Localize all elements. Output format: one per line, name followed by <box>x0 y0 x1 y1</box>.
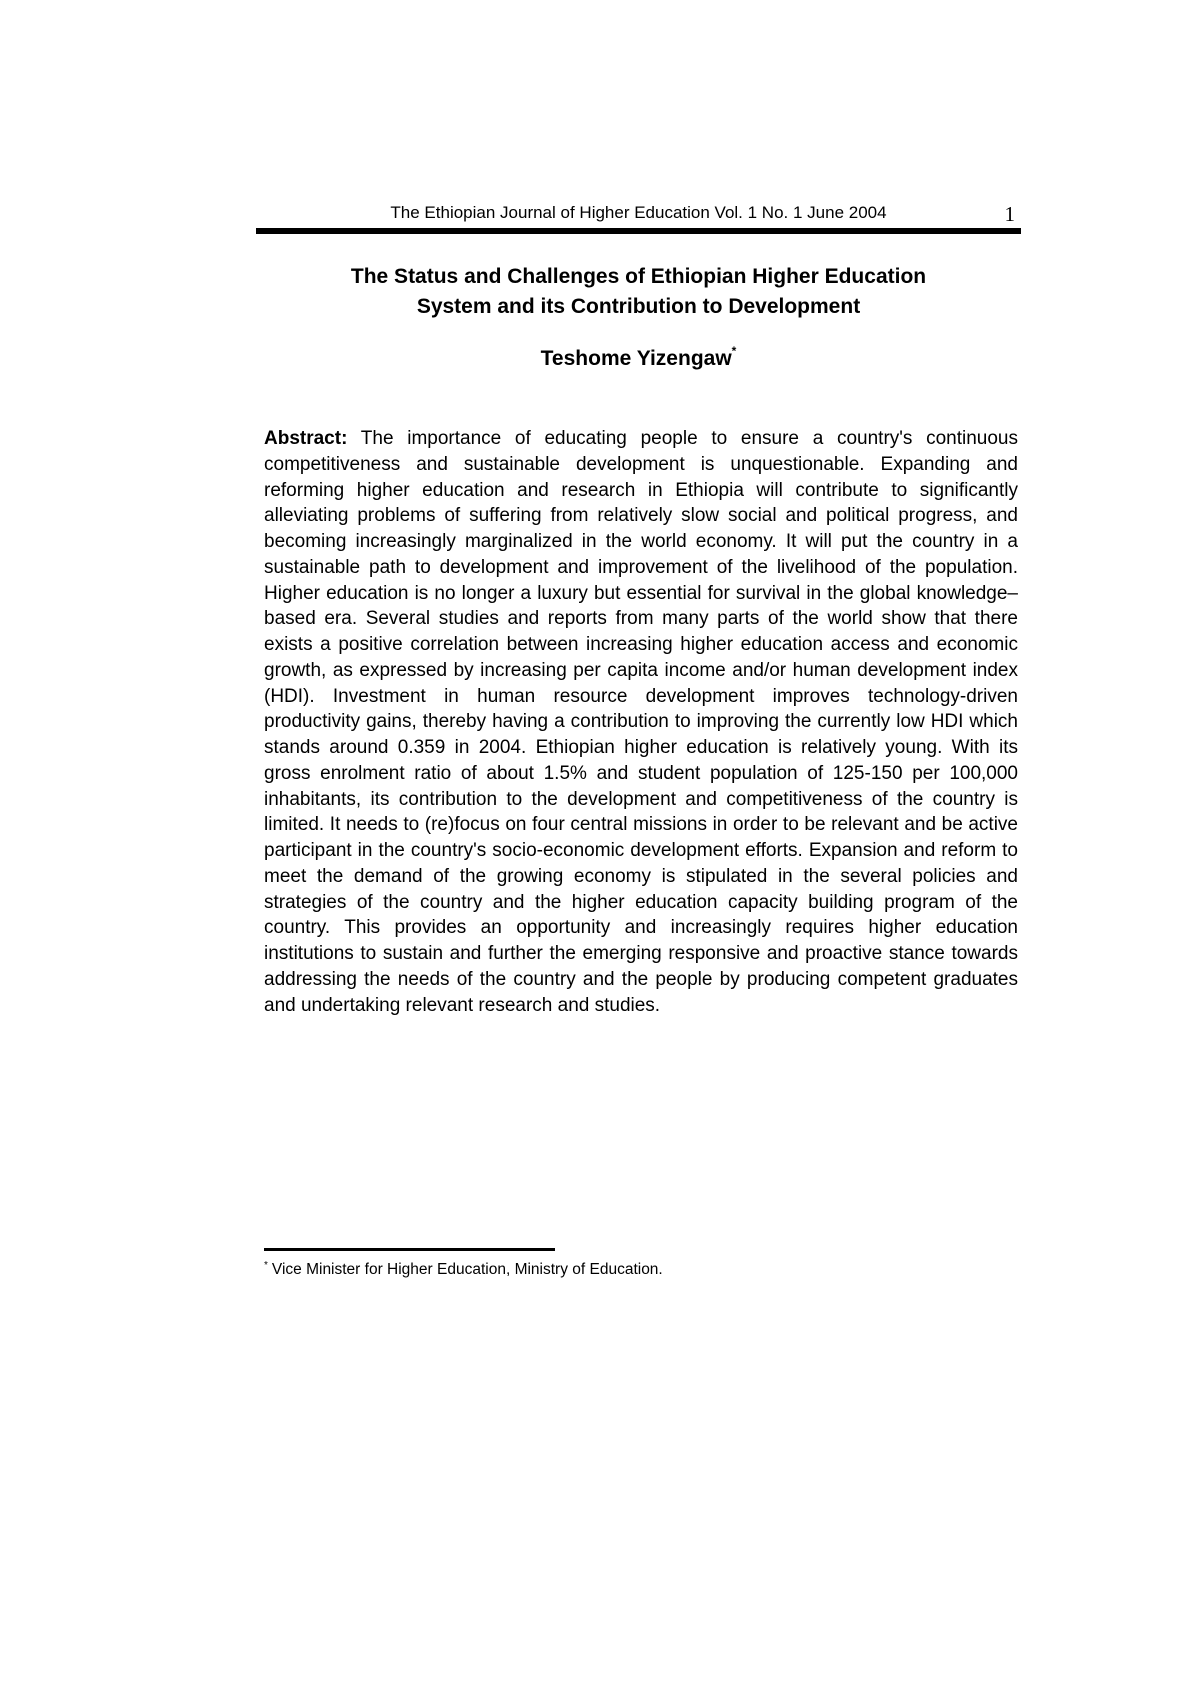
header-rule <box>256 228 1021 234</box>
author-footnote-mark: * <box>731 344 737 358</box>
footnote-text: Vice Minister for Higher Education, Ministry of Education. <box>271 1261 663 1278</box>
abstract-label: Abstract: <box>264 428 348 449</box>
page-number: 1 <box>1004 202 1015 226</box>
article-title-line-1: The Status and Challenges of Ethiopian Higher Education <box>350 265 927 288</box>
article-title <box>256 262 1021 322</box>
article-author <box>256 344 1021 374</box>
journal-citation: The Ethiopian Journal of Higher Education Vol. 1 No. 1 June 2004 <box>390 203 887 222</box>
author-name: Teshome Yizengaw <box>540 347 732 370</box>
footnote-rule <box>264 1248 555 1251</box>
footnote <box>264 1260 1018 1282</box>
footnote-mark: * <box>264 1260 268 1271</box>
article-title-line-2: System and its Contribution to Development <box>416 295 861 318</box>
abstract-text: The importance of educating people to ensure a country's continuous competitiveness and sustainable development is unquestionable. Expanding and reforming higher education and research in Ethiopia will contribute to significantly alleviating problems of suffering from relatively slow social and political progress, and becoming increasingly marginalized in the world economy. It will put the country in a sustainable path to development and improvement of the livelihood of the population. Higher education is no longer a luxury but essential for survival in the global knowledge–based era. Several studies and reports from many parts of the world show that there exists a positive correlation between increasing higher education access and economic growth, as expressed by increasing per capita income and/or human development index (HDI). Investment in human resource development improves technology-driven productivity gains, thereby having a contribution to improving the currently low HDI which stands around 0.359 in 2004. Ethiopian higher education is relatively young. With its gross enrolment ratio of about 1.5% and student population of 125-150 per 100,000 inhabitants, its contribution to the development and competitiveness of the country is limited. It needs to (re)focus on four central missions in order to be relevant and be active participant in the country's socio-economic development efforts. Expansion and reform to meet the demand of the growing economy is stipulated in the several policies and strategies of the country and the higher education capacity building program of the country. This provides an opportunity and increasingly requires higher education institutions to sustain and further the emerging responsive and proactive stance towards addressing the needs of the country and the people by producing competent graduates and undertaking relevant research and studies. <box>264 428 1019 1016</box>
abstract <box>264 426 1018 1018</box>
